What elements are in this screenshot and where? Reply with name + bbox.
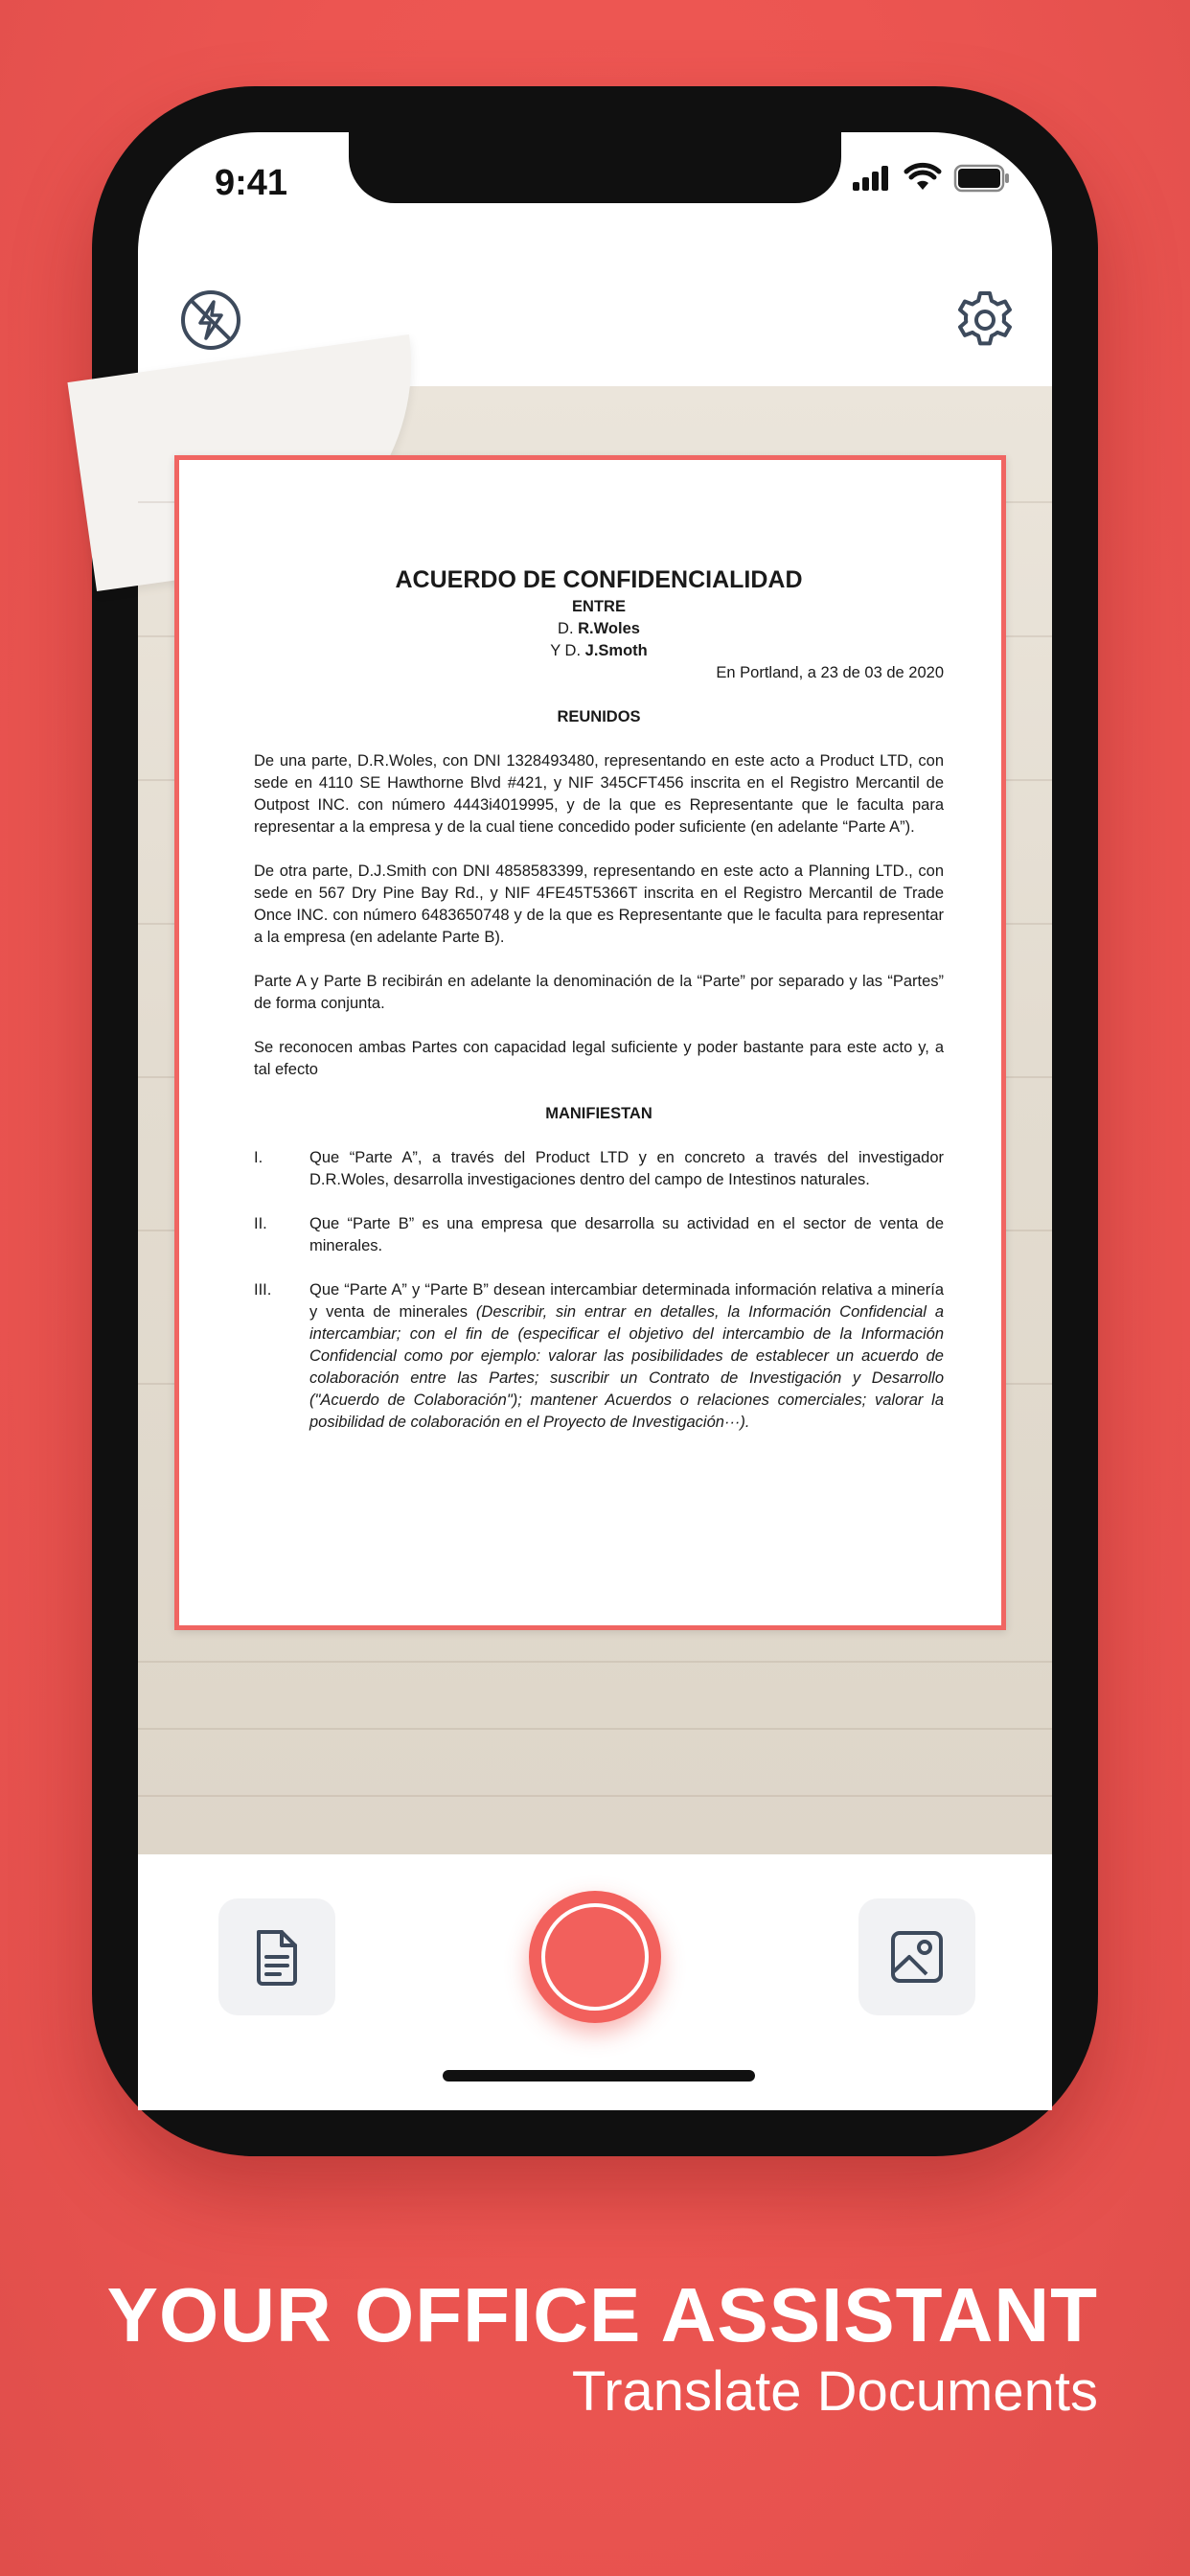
gallery-button[interactable] [858, 1898, 975, 2015]
app-screen [138, 132, 1052, 2110]
place-date: En Portland, a 23 de 03 de 2020 [716, 664, 944, 681]
documents-button[interactable] [218, 1898, 335, 2015]
document-detection-frame[interactable] [174, 455, 1006, 1630]
status-icons [853, 165, 1010, 192]
document-icon [251, 1928, 303, 1986]
party-1: D. R.Woles [558, 620, 640, 637]
flash-toggle-button[interactable] [176, 286, 245, 355]
list-item: I. Que “Parte A”, a través del Product LTD y en concreto a través del investigador D.R.Woles, desarrolla investigaciones dentro del campo de Intestinos naturales. [254, 1149, 944, 1188]
camera-preview [138, 386, 1052, 1854]
notch [349, 132, 841, 203]
document-entre: ENTRE [572, 598, 626, 615]
list-item: III. Que “Parte A” y “Parte B” desean intercambiar determinada información relativa a minería y venta de minerales (Describir, sin entrar en detalles, la Información Confidencial a intercambiar; con el fin de (especificar el objetivo del intercambio de la Información Confidencial como por ejemplo: valorar las posibilidades de establecer un acuerdo de colaboración entre las Partes; suscribir un Contrato de Investigación y Desarrollo ("Acuerdo de Colaboración"); mantener Acuerdos o relaciones comerciales; valorar la posibilidad de colaboración en el Proyecto de Investigación···). [254, 1281, 944, 1431]
battery-icon [954, 165, 1010, 192]
cellular-signal-icon [853, 166, 891, 191]
list-item: II. Que “Parte B” es una empresa que desarrolla su actividad en el sector de venta de minerales. [254, 1215, 944, 1254]
party-2: Y D. J.Smoth [550, 642, 648, 659]
wifi-icon [904, 165, 941, 192]
document-title: ACUERDO DE CONFIDENCIALIDAD [395, 566, 803, 593]
reunidos-heading: REUNIDOS [557, 708, 641, 725]
shutter-ring [541, 1903, 649, 2011]
settings-button[interactable] [950, 286, 1019, 355]
gear-icon [953, 288, 1017, 352]
capture-button[interactable] [529, 1891, 661, 2023]
paragraph-4: Se reconocen ambas Partes con capacidad legal suficiente y poder bastante para este acto y, a tal efecto [254, 1039, 944, 1078]
paragraph-1: De una parte, D.R.Woles, con DNI 1328493480, representando en este acto a Product LTD, con sede en 4110 SE Hawthorne Blvd #421, y NIF 345CFT456 inscrita en el Registro Mercantil de Outpost INC. con número 4443i4019995, y de la que es Representante que le faculta para representar a la empresa y de la cual tiene concedido poder suficiente (en adelante “Parte A”). [254, 752, 944, 836]
paragraph-2: De otra parte, D.J.Smith con DNI 4858583399, representando en este acto a Planning LTD., con sede en 567 Dry Pine Bay Rd., y NIF 4FE45T5366T inscrita en el Registro Mercantil de Trade Once INC. con número 6483650748 y de la que es Representante que le faculta para representar a la empresa (en adelante Parte B). [254, 862, 944, 946]
home-indicator [443, 2070, 755, 2082]
image-icon [888, 1928, 946, 1986]
status-time: 9:41 [215, 163, 288, 203]
tagline-title: YOUR OFFICE ASSISTANT [106, 2272, 1098, 2358]
phone-frame [92, 86, 1098, 2156]
paragraph-3: Parte A y Parte B recibirán en adelante la denominación de la “Parte” por separado y las “Partes” de forma conjunta. [254, 973, 944, 1012]
tagline-subtitle: Translate Documents [571, 2360, 1098, 2423]
manifiestan-heading: MANIFIESTAN [545, 1105, 652, 1122]
scanned-document [254, 564, 944, 1434]
flash-off-icon [179, 288, 242, 352]
